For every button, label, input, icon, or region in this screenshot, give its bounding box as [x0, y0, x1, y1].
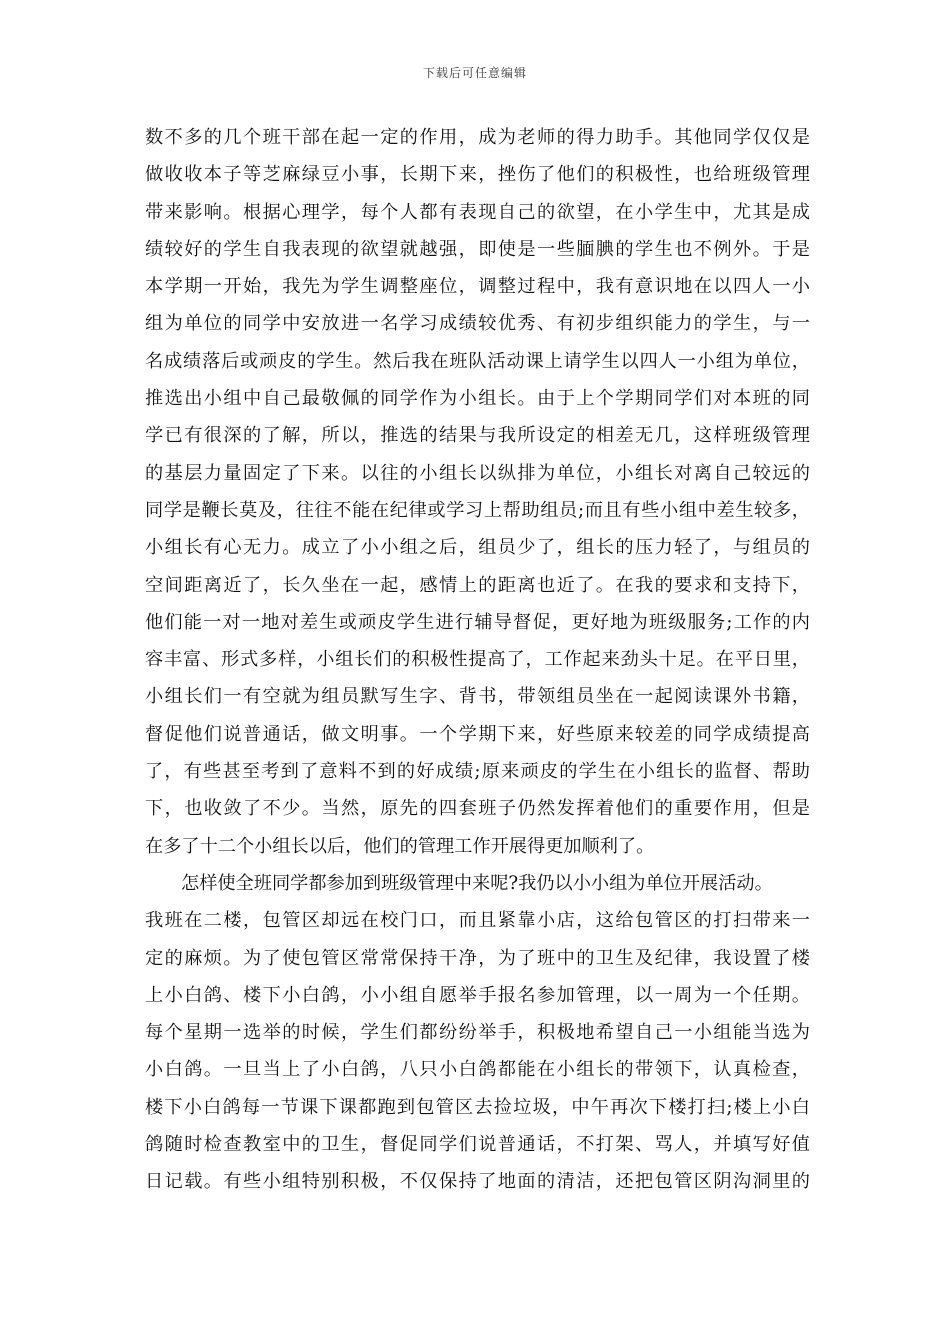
text-line: 鸽随时检查教室中的卫生，督促同学们说普通话，不打架、骂人，并填写好值 [145, 1134, 810, 1156]
text-line: 定的麻烦。为了使包管区常常保持干净，为了班中的卫生及纪律，我设置了楼 [145, 947, 810, 969]
text-line: 了，有些甚至考到了意料不到的好成绩;原来顽皮的学生在小组长的监督、帮助 [145, 761, 810, 783]
text-line: 他们能一对一地对差生或顽皮学生进行辅导督促，更好地为班级服务;工作的内 [145, 611, 810, 633]
text-line: 容丰富、形式多样，小组长们的积极性提高了，工作起来劲头十足。在平日里， [145, 649, 810, 671]
text-line: 我班在二楼，包管区却远在校门口，而且紧靠小店，这给包管区的打扫带来一 [145, 910, 810, 932]
text-line: 每个星期一选举的时候，学生们都纷纷举手，积极地希望自己一小组能当选为 [145, 1022, 810, 1044]
text-line: 同学是鞭长莫及，往往不能在纪律或学习上帮助组员;而且有些小组中差生较多， [145, 499, 810, 521]
text-line: 小白鸽。一旦当上了小白鸽，八只小白鸽都能在小组长的带领下，认真检查， [145, 1059, 810, 1081]
text-line: 日记载。有些小组特别积极，不仅保持了地面的清洁，还把包管区阴沟洞里的 [145, 1171, 810, 1193]
text-line: 楼下小白鸽每一节课下课都跑到包管区去捡垃圾，中午再次下楼打扫;楼上小白 [145, 1096, 810, 1118]
text-line: 小组长有心无力。成立了小小组之后，组员少了，组长的压力轻了，与组员的 [145, 537, 810, 559]
text-line: 本学期一开始，我先为学生调整座位，调整过程中，我有意识地在以四人一小 [145, 276, 810, 298]
text-line: 组为单位的同学中安放进一名学习成绩较优秀、有初步组织能力的学生，与一 [145, 313, 810, 335]
page-header: 下载后可任意编辑 [422, 66, 527, 80]
text-line: 数不多的几个班干部在起一定的作用，成为老师的得力助手。其他同学仅仅是 [145, 127, 810, 148]
document-body [145, 119, 810, 1201]
text-line: 下，也收敛了不少。当然，原先的四套班子仍然发挥着他们的重要作用，但是 [145, 798, 810, 820]
text-line: 在多了十二个小组长以后，他们的管理工作开展得更加顺利了。 [145, 835, 655, 857]
text-line: 怎样使全班同学都参加到班级管理中来呢?我仍以小小组为单位开展活动。 [181, 872, 773, 894]
text-line: 督促他们说普通话，做文明事。一个学期下来，好些原来较差的同学成绩提高 [145, 723, 810, 745]
text-line: 带来影响。根据心理学，每个人都有表现自己的欲望，在小学生中，尤其是成 [145, 201, 810, 223]
text-line: 的基层力量固定了下来。以往的小组长以纵排为单位，小组长对离自己较远的 [145, 462, 810, 484]
text-line: 空间距离近了，长久坐在一起，感情上的距离也近了。在我的要求和支持下， [145, 574, 810, 596]
text-line: 名成绩落后或顽皮的学生。然后我在班队活动课上请学生以四人一小组为单位， [145, 350, 810, 372]
text-line: 学已有很深的了解，所以，推选的结果与我所设定的相差无几，这样班级管理 [145, 425, 810, 447]
text-line: 推选出小组中自己最敬佩的同学作为小组长。由于上个学期同学们对本班的同 [145, 388, 810, 410]
text-line: 小组长们一有空就为组员默写生字、背书，带领组员坐在一起阅读课外书籍， [145, 686, 810, 708]
text-line: 绩较好的学生自我表现的欲望就越强，即使是一些腼腆的学生也不例外。于是 [145, 238, 810, 260]
text-line: 做收收本子等芝麻绿豆小事，长期下来，挫伤了他们的积极性，也给班级管理 [145, 164, 810, 186]
text-line: 上小白鸽、楼下小白鸽，小小组自愿举手报名参加管理，以一周为一个任期。 [145, 984, 810, 1006]
